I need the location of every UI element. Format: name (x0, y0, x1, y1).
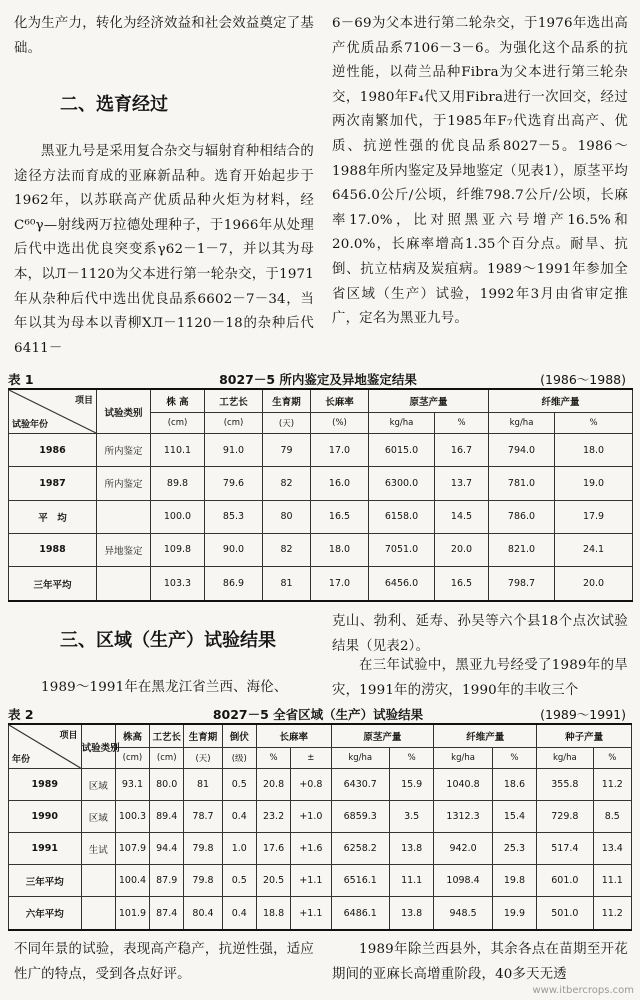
table-cell: +0.8 (291, 769, 331, 801)
table1 (8, 388, 633, 602)
row-label: 1989 (9, 769, 82, 801)
table-cell: 1098.4 (434, 865, 492, 897)
table-cell: 19.8 (492, 865, 536, 897)
table-cell: 6516.1 (331, 865, 389, 897)
table-cell: 19.0 (555, 467, 633, 500)
table-cell: 1.0 (222, 833, 256, 865)
table-cell: 所内鉴定 (97, 467, 151, 500)
table-cell: 794.0 (489, 434, 555, 467)
table-cell: 948.5 (434, 897, 492, 930)
table-cell: 517.4 (537, 833, 593, 865)
table1-corner-cell (9, 389, 97, 434)
table-cell: 18.6 (492, 769, 536, 801)
table-cell: 17.0 (311, 567, 369, 601)
table-cell: 11.1 (389, 865, 433, 897)
table2-unit: % (593, 748, 631, 769)
table-cell: 82 (263, 533, 311, 566)
table-cell: 3.5 (389, 801, 433, 833)
table-cell (97, 567, 151, 601)
table2-unit: kg/ha (434, 748, 492, 769)
section3-heading: 三、区域（生产）试验结果 (60, 630, 276, 651)
table2-corner-bottom: 年份 (12, 755, 31, 765)
table-cell: 13.8 (389, 833, 433, 865)
table2-unit: (cm) (115, 748, 149, 769)
table-cell: 501.0 (537, 897, 593, 930)
table-cell: 1312.3 (434, 801, 492, 833)
table2-body (9, 724, 632, 930)
table2-header: 纤维产量 (434, 724, 537, 748)
table-cell: 11.2 (593, 769, 631, 801)
table-cell: 15.9 (389, 769, 433, 801)
table1-corner-top: 项目 (74, 396, 93, 406)
row-label: 平 均 (9, 500, 97, 533)
table1-unit: (%) (311, 413, 369, 434)
table2 (8, 723, 632, 931)
table-cell: 20.5 (256, 865, 290, 897)
table2-header: 种子产量 (537, 724, 632, 748)
table-cell: 110.1 (151, 434, 205, 467)
section3-right-body-2: 在三年试验中，黑亚九号经受了1989年的旱灾，1991年的涝灾，1990年的丰收三个 (332, 658, 628, 698)
table2-unit: (cm) (150, 748, 184, 769)
table2-unit: (级) (222, 748, 256, 769)
row-label: 1990 (9, 801, 82, 833)
table2-years: (1989～1991) (540, 707, 626, 722)
table-cell: 85.3 (205, 500, 263, 533)
table-cell: 16.5 (435, 567, 489, 601)
table1-header: 株 高 (151, 389, 205, 413)
table-cell: 80.4 (184, 897, 222, 930)
section2-heading: 二、选育经过 (60, 94, 168, 115)
table1-unit: kg/ha (489, 413, 555, 434)
table1-unit: % (555, 413, 633, 434)
table-cell: 601.0 (537, 865, 593, 897)
table-cell: 8.5 (593, 801, 631, 833)
table-cell: +1.0 (291, 801, 331, 833)
table-cell: 24.1 (555, 533, 633, 566)
table-cell: 107.9 (115, 833, 149, 865)
row-label: 1986 (9, 434, 97, 467)
table-cell: 942.0 (434, 833, 492, 865)
table-cell: 100.0 (151, 500, 205, 533)
table-cell: 所内鉴定 (97, 434, 151, 467)
table-cell: 81 (184, 769, 222, 801)
table-cell: 89.4 (150, 801, 184, 833)
table-cell: 6258.2 (331, 833, 389, 865)
table-cell: 79.8 (184, 865, 222, 897)
table-cell: +1.6 (291, 833, 331, 865)
table2-unit: kg/ha (331, 748, 389, 769)
table2-header: 试验类别 (81, 724, 115, 769)
row-label: 六年平均 (9, 897, 82, 930)
table-cell: 16.5 (311, 500, 369, 533)
table-cell: 798.7 (489, 567, 555, 601)
table2-header: 工艺长 (150, 724, 184, 748)
table1-corner-bottom: 试验年份 (12, 420, 49, 430)
table2-unit: % (389, 748, 433, 769)
table-cell: 17.9 (555, 500, 633, 533)
table2-unit: % (256, 748, 290, 769)
table-cell: 100.3 (115, 801, 149, 833)
table2-corner-top: 项目 (59, 731, 78, 741)
table-row (9, 833, 632, 865)
table-cell: 1040.8 (434, 769, 492, 801)
table-cell: 91.0 (205, 434, 263, 467)
table-cell: 20.0 (555, 567, 633, 601)
table-row (9, 865, 632, 897)
table-cell: 0.4 (222, 801, 256, 833)
table2-label: 表 2 (8, 707, 34, 722)
table2-header: 株高 (115, 724, 149, 748)
table1-years: (1986～1988) (540, 372, 626, 387)
table-cell: 93.1 (115, 769, 149, 801)
section2-body: 黑亚九号是采用复合杂交与辐射育种相结合的途径方法而育成的亚麻新品种。选育开始起步于1962年，以苏联高产优质品种火炬为材料，经C⁶⁰γ—射线两万拉德处理种子，于1966年从处理后代中选出优良突变系γ62－1－7，并以其为母本，以Л－1120为父本进行第一轮杂交，于1971年从杂种后代中选出优良品系6602－7－34，当年以其为母本以青柳ХЛ－1120－18的杂种后代6411－ (14, 144, 314, 356)
table-cell: 6859.3 (331, 801, 389, 833)
table-cell: 16.0 (311, 467, 369, 500)
table-cell: 6430.7 (331, 769, 389, 801)
table-cell: 100.4 (115, 865, 149, 897)
table2-unit: ± (291, 748, 331, 769)
table-cell (97, 500, 151, 533)
table1-unit: (cm) (205, 413, 263, 434)
table-cell: 18.8 (256, 897, 290, 930)
table2-header: 原茎产量 (331, 724, 434, 748)
table-cell: 729.8 (537, 801, 593, 833)
table-cell: 7051.0 (369, 533, 435, 566)
table2-title: 8027－5 全省区域（生产）试验结果 (212, 707, 424, 722)
table-row (9, 897, 632, 930)
table-cell: +1.1 (291, 897, 331, 930)
table-cell: 区域 (81, 801, 115, 833)
table-cell: 80 (263, 500, 311, 533)
bottom-left-body: 不同年景的试验，表现高产稳产，抗逆性强，适应性广的特点，受到各点好评。 (14, 942, 314, 982)
table-cell: 14.5 (435, 500, 489, 533)
table2-unit: % (492, 748, 536, 769)
table-cell: 18.0 (555, 434, 633, 467)
table1-label: 表 1 (8, 372, 34, 387)
table-row (9, 467, 633, 500)
table-cell: 94.4 (150, 833, 184, 865)
table-cell: 82 (263, 467, 311, 500)
table-cell: 20.0 (435, 533, 489, 566)
table-cell: 781.0 (489, 467, 555, 500)
table-cell: 103.3 (151, 567, 205, 601)
table2-header: 长麻率 (256, 724, 331, 748)
table-cell: 87.9 (150, 865, 184, 897)
table2-caption (4, 705, 632, 723)
table2-corner-cell (9, 724, 82, 769)
table-cell: 86.9 (205, 567, 263, 601)
table-cell: 355.8 (537, 769, 593, 801)
table1-header: 工艺长 (205, 389, 263, 413)
table-cell: 101.9 (115, 897, 149, 930)
bottom-right-body: 1989年除兰西县外，其余各点在苗期至开花期间的亚麻长高增重阶段，40多天无透 (332, 942, 628, 982)
table1-body (9, 389, 633, 601)
watermark-text: www.itbercrops.com (532, 985, 634, 996)
intro-fragment: 化为生产力，转化为经济效益和社会效益奠定了基础。 (14, 16, 314, 56)
table-cell: 78.7 (184, 801, 222, 833)
table-cell: 23.2 (256, 801, 290, 833)
table2-unit: (天) (184, 748, 222, 769)
table-cell: 79.8 (184, 833, 222, 865)
table-cell: 6015.0 (369, 434, 435, 467)
table2-unit: kg/ha (537, 748, 593, 769)
table-cell: 6486.1 (331, 897, 389, 930)
table-cell: 81 (263, 567, 311, 601)
table-cell: 90.0 (205, 533, 263, 566)
table-cell: 87.4 (150, 897, 184, 930)
right-column-body: 6－69为父本进行第二轮杂交，于1976年选出高产优质品系7106－3－6。为强化这个品系的抗逆性能，以荷兰品种Fibra为父本进行第三轮杂交，1980年F₄代又用Fibra进行一次回交，经过两次南繁加代，于1985年F₇代选育出高产、优质、抗逆性强的优良品系8027－5。1986～1988年所内鉴定及异地鉴定（见表1），原茎平均6456.0公斤/公顷，纤维798.7公斤/公顷，长麻率17.0%，比对照黑亚六号增产16.5%和20.0%，长麻率增高1.35个百分点。耐旱、抗倒、抗立枯病及炭疽病。1989～1991年参加全省区域（生产）试验，1992年3月由省审定推广，定名为黑亚九号。 (332, 16, 628, 327)
table1-header: 长麻率 (311, 389, 369, 413)
table-cell: 11.2 (593, 897, 631, 930)
table1-unit: (cm) (151, 413, 205, 434)
table1-unit: % (435, 413, 489, 434)
table-cell: 0.5 (222, 865, 256, 897)
table1-title: 8027－5 所内鉴定及异地鉴定结果 (219, 372, 417, 387)
table-cell: 18.0 (311, 533, 369, 566)
table-cell: 6456.0 (369, 567, 435, 601)
table-cell: 79 (263, 434, 311, 467)
table-cell (81, 897, 115, 930)
section3-left-body: 1989～1991年在黑龙江省兰西、海伦、 (41, 680, 288, 695)
table-cell: 16.7 (435, 434, 489, 467)
table1-unit: kg/ha (369, 413, 435, 434)
table-row (9, 434, 633, 467)
table-cell: 13.4 (593, 833, 631, 865)
table-row (9, 769, 632, 801)
table-row (9, 567, 633, 601)
table2-header: 生育期 (184, 724, 222, 748)
table-row (9, 500, 633, 533)
table1-unit: (天) (263, 413, 311, 434)
table2-header: 倒伏 (222, 724, 256, 748)
table-cell: 异地鉴定 (97, 533, 151, 566)
section3-right-body-1: 克山、勃利、延寿、孙吴等六个县18个点次试验结果（见表2）。 (332, 614, 628, 654)
table-cell: 821.0 (489, 533, 555, 566)
row-label: 1988 (9, 533, 97, 566)
table-cell: 11.1 (593, 865, 631, 897)
table-cell: 13.8 (389, 897, 433, 930)
table-cell: +1.1 (291, 865, 331, 897)
table-cell: 区域 (81, 769, 115, 801)
row-label: 三年平均 (9, 567, 97, 601)
row-label: 1987 (9, 467, 97, 500)
table-cell: 20.8 (256, 769, 290, 801)
table-cell: 19.9 (492, 897, 536, 930)
table1-caption (4, 370, 632, 388)
table-cell: 6158.0 (369, 500, 435, 533)
table-cell: 80.0 (150, 769, 184, 801)
table-cell: 0.5 (222, 769, 256, 801)
table-cell: 109.8 (151, 533, 205, 566)
table-cell: 13.7 (435, 467, 489, 500)
table-cell: 生试 (81, 833, 115, 865)
table-cell: 15.4 (492, 801, 536, 833)
row-label: 1991 (9, 833, 82, 865)
table-cell: 17.0 (311, 434, 369, 467)
table-cell: 6300.0 (369, 467, 435, 500)
table1-header: 纤维产量 (489, 389, 633, 413)
table-row (9, 533, 633, 566)
table1-header: 原茎产量 (369, 389, 489, 413)
table1-header: 生育期 (263, 389, 311, 413)
row-label: 三年平均 (9, 865, 82, 897)
table-row (9, 801, 632, 833)
table-cell: 0.4 (222, 897, 256, 930)
table-cell: 79.6 (205, 467, 263, 500)
table-cell (81, 865, 115, 897)
table1-header: 试验类别 (97, 389, 151, 434)
table-cell: 17.6 (256, 833, 290, 865)
table-cell: 25.3 (492, 833, 536, 865)
table-cell: 89.8 (151, 467, 205, 500)
table-cell: 786.0 (489, 500, 555, 533)
